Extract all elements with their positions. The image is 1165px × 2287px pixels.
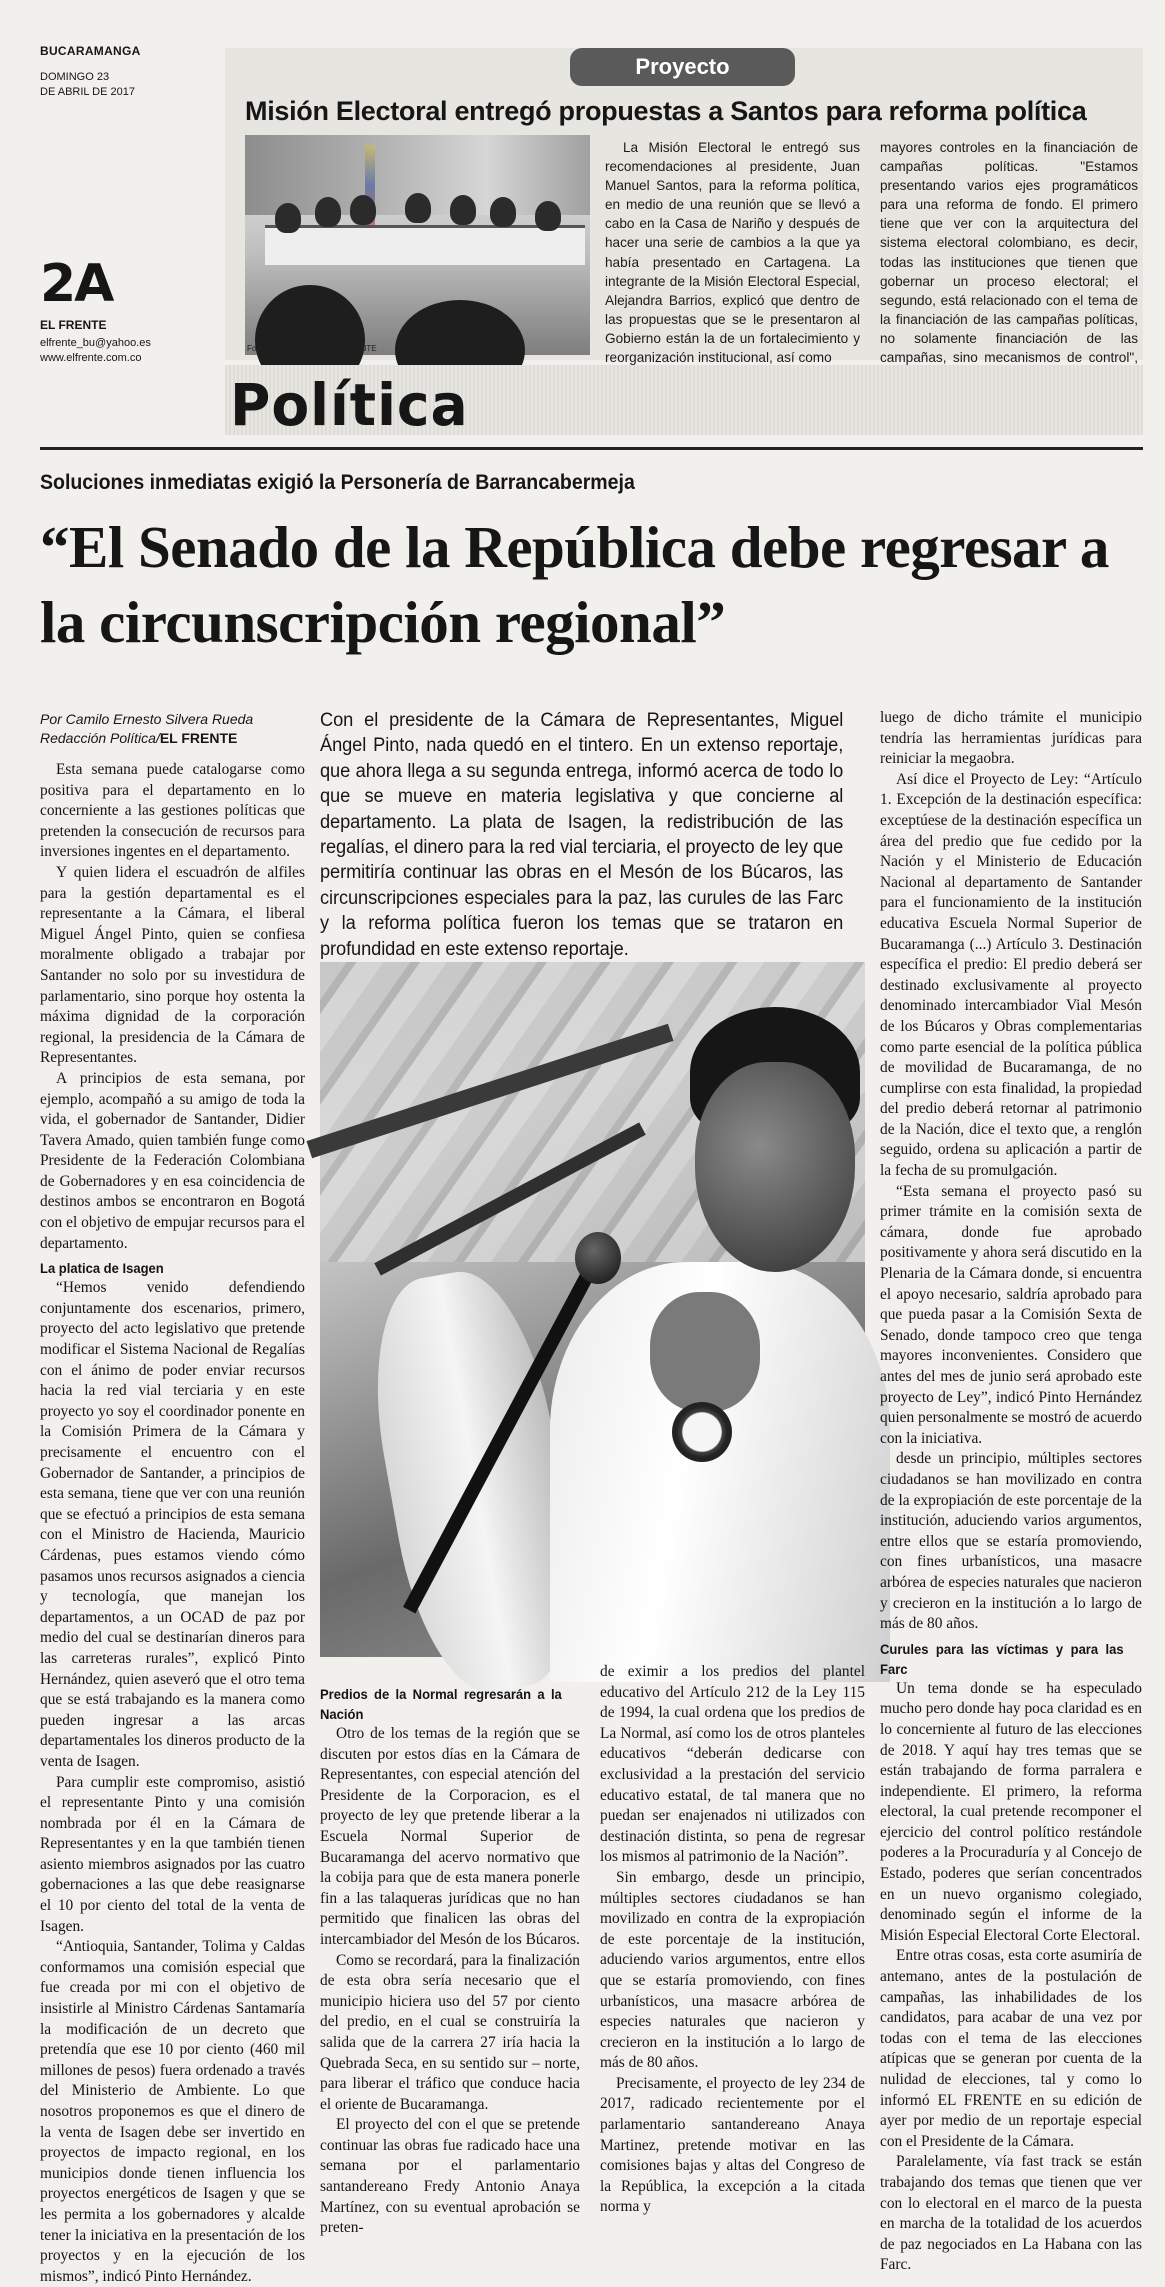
article-byline [40,710,295,748]
paragraph: Sin embargo, desde un principio, múltiples sectores ciudadanos se han movilizado en contra de la expropiación de este porcentaje de la institución, aduciendo varios argumentos, entre ellos que se estaría promoviendo, con fines urbanísticos, una masacre arbórea de especies naturales que nacieron y crecieron en la institución a lo largo de más de 80 años. [600,1868,865,2072]
section-title: Política [230,371,469,439]
article-kicker: Soluciones inmediatas exigió la Personería de Barrancabermeja [40,471,635,494]
paragraph: de eximir a los predios del plantel educativo del Artículo 212 de la Ley 115 de 1994, la cual ordena que los predios de La Normal, así como los de otros planteles educativos “deberán dedicarse con exclusividad a la prestación del servicio educativo estatal, de tal manera que no puedan ser enajenados ni utilizados con destinación distinta, so pena de regresar los mismos al patrimonio de la Nación”. [600,1663,865,1866]
paragraph: Como se recordará, para la finalización de esta obra sería necesario que el municipio hiciera uso del 57 por ciento del predio, en el cual se construiría la salida que de la carrera 27 iría hacia la Quebrada Seca, en su sentido sur – norte, para liberar el tráfico que conduce hacia el oriente de Bucaramanga. [320,1951,580,2113]
top-story-column-2: mayores controles en la financiación de campañas políticas. "Estamos presentando varios ejes programáticos para una reforma de fondo. El primero tiene que ver con la arquitectura del sistema electoral colombiano, es decir, todas las instituciones que tienen que gobernar un proceso electoral; el segundo, está relacionado con el tema de la financiación de las campañas políticas, no solamente financiación de las campañas, sino mecanismos de control", [880,140,1138,366]
paragraph: luego de dicho trámite el municipio tendría las herramientas jurídicas para reiniciar la megaobra. [880,709,1142,768]
top-story-headline: Misión Electoral entregó propuestas a Santos para reforma política [245,96,1087,126]
paragraph: Para cumplir este compromiso, asistió el representante Pinto y una comisión nombrada por él en la Cámara de Representantes y en la que también tienen asiento miembros asignados por las cuatro gobernaciones a las que debe reasignarse el 10 por ciento del total de la venta de Isagen. [40,1773,305,1935]
paragraph: Así dice el Proyecto de Ley: “Artículo 1. Excepción de la destinación específica: exceptúese de la destinación específica un área del predio que fue cedido por la Nación y el Ministerio de Educación Nacional al departamento de Santander para el funcionamiento de la institución educativa Escuela Normal Superior de Bucaramanga (...) Artículo 3. Destinación específica el predio: El predio deberá ser destinado exclusivamente al proyecto denominado intercambiador Vial Mesón de los Búcaros y Obras complementarias como parte esencial de la política pública de movilidad de Bucaramanga, de no cumplirse con esta finalidad, la propiedad del predio deberá retornar al patrimonio de la Nación, dice el texto que, a renglón seguido, ordena su aplicación a partir de la fecha de su promulgación. [880,770,1142,1180]
article-column-1 [40,760,305,2287]
section-divider [40,447,1143,450]
paragraph: El proyecto del con el que se pretende continuar las obras fue radicado hace una semana por el parlamentario santandereano Fredy Antonio Anaya Martínez, con su eventual aprobación se preten- [320,2116,580,2237]
contact-info [40,336,220,366]
page-number: 2A [40,254,113,314]
subheading-curules: Curules para las víctimas y para las Farc [880,1640,1124,1677]
byline-paper: EL FRENTE [159,730,238,746]
paragraph: Esta semana puede catalogarse como positiva para el departamento en lo concerniente a las gestiones políticas que pretenden la consecución de recursos para inversiones ingentes en el departamento. [40,761,305,861]
article-column-3 [880,708,1142,2276]
edition-date: DOMINGO 23 DE ABRIL DE 2017 [40,71,135,98]
article-headline: “El Senado de la República debe regresar a la circunscripción regional” [40,514,1109,655]
paragraph: Otro de los temas de la región que se discuten por estos días en la Cámara de Representantes, con especial atención del Presidente de la Corporacion, es el proyecto de ley que pretende liberar a la Escuela Normal Superior de Bucaramanga del acervo normativo que la cobija para que de esta manera ponerle fin a las talaqueras jurídicas que no han permitido que finalicen las obras del intercambiador del Mesón de los Búcaros. [320,1725,580,1948]
paragraph: Entre otras cosas, esta corte asumiría de antemano, antes de la postulación de campañas, las inhabilidades de los candidatos, para acabar de una vez por todas con el tema de las elecciones atípicas que se generan por cuenta de la nulidad de elecciones, tal y como lo informó EL FRENTE en su edición de ayer por medio de un reportaje especial con el Presidente de la Cámara. [880,1947,1142,2150]
paragraph: Y quien lidera el escuadrón de alfiles para la gestión departamental es el representante a la Cámara, el liberal Miguel Ángel Pinto, quien se confiesa moralmente obligado a trabajar por Santander no solo por su investidura de parlamentario, sino porque hoy ostenta la máxima dignidad de la corporación regional, la presidencia de la Cámara de Representantes. [40,863,305,1067]
article-intro: Con el presidente de la Cámara de Representantes, Miguel Ángel Pinto, nada quedó en el tintero. En un extenso reportaje, que ahora llega a su segunda entrega, informó acerca de todo lo que se mueve en materia legislativa y que concierne al departamento. La plata de Isagen, la redistribución de las regalías, el dinero para la red vial terciaria, el proyecto de ley que permitiría continuar las obras en el Mesón de los Búcaros, las circunscripciones especiales para la paz, las curules de las Farc y la reforma política fueron los temas que se trataron en profundidad en este extenso reportaje. [320,710,844,960]
byline-author: Por Camilo Ernesto Silvera Rueda [40,711,254,727]
article-lower-column-1 [320,1680,580,2239]
byline-desk-label: Redacción Política/ [40,730,160,746]
paragraph: Un tema donde se ha especulado mucho pero donde hay poca claridad es en lo concerniente al futuro de las elecciones de 2018. Y aquí hay tres temas que se están trabajando de forma parralera e independiente. El primero, la reforma electoral, la cual pretende recomponer el ejercicio del control político restándole poderes a la Procuraduría y al Concejo de Estado, poderes que serían concentrados en un nuevo organismo colegiado, denominado según el informe de la Misión Especial Electoral Corte Electoral. [880,1679,1142,1944]
top-story-tag: Proyecto [570,48,795,86]
photo-credit: Foto: tomada de la web/EL FRENTE [247,344,377,353]
paragraph: “Esta semana el proyecto pasó su primer trámite en la comisión sexta de cámara, donde fue aprobado positivamente y ahora será discutido en la Plenaria de la Cámara donde, si encuentra el apoyo necesario, saldría aprobado para que pueda pasar a la Comisión Sexta de Senado, donde tampoco creo que tenga mayores inconvenientes. Considero que antes del mes de junio será aprobado este proyecto de Ley”, indicó Pinto Hernández quien personalmente se mostró de acuerdo con la iniciativa. [880,1182,1142,1447]
article-photo [320,962,865,1657]
subheading-normal: Predios de la Normal regresarán a la Nación [320,1686,562,1722]
paragraph: “Antioquia, Santander, Tolima y Caldas conformamos una comisión especial que fue creada por mi con el objetivo de insistirle al Ministro Cárdenas Santamaría la modificación de un decreto que pretendía que ese 10 por ciento (460 mil millones de pesos) fuera ordenado a través del Ministerio de Ambiente. Lo que nosotros proponemos es que el dinero de la venta de Isagen debe ser invertido en proyectos de impacto regional, en los municipios donde tienen influencia los proyectos energéticos de Isagen y que se les permita a los gobernadores y alcalde tener la iniciativa en la presentación de los proyectos y en la ejecución de los mismos”, indicó Pinto Hernández. [40,1938,305,2285]
city-label: BUCARAMANGA [40,44,141,58]
paragraph: A principios de esta semana, por ejemplo, acompañó a su amigo de toda la vida, el gobernador de Santander, Didier Tavera Amado, quien también funge como Presidente de la Federación Colombiana de Gobernadores y en esa coincidencia de destinos ambos se encontraron en Bogotá con el objetivo de empujar recursos para el departamento. [40,1069,305,1252]
byline-desk [40,729,295,748]
top-story-column-1: La Misión Electoral le entregó sus recomendaciones al presidente, Juan Manuel Santos, para la reforma política, en medio de una reunión que se llevó a cabo en la Casa de Nariño y después de hacer una serie de cambios a la que ya había presentado en Cartagena. La integrante de la Misión Electoral Especial, Alejandra Barrios, explicó que dentro de las propuestas que se le presentaron al Gobierno están la de un fortalecimiento y reorganización institucional, así como [605,140,860,366]
subheading-isagen: La platica de Isagen [40,1260,164,1277]
newspaper-name: EL FRENTE [40,318,107,332]
contact-email: elfrente_bu@yahoo.es [40,337,151,349]
paragraph: Paralelamente, vía fast track se están trabajando dos temas que tienen que ver con lo electoral en el marco de la puesta en marcha de la totalidad de los acuerdos de paz negociados en La Habana con las Farc. [880,2153,1142,2274]
paragraph: “Hemos venido defendiendo conjuntamente dos escenarios, primero, proyecto del acto legislativo que pretende modificar el Sistema Nacional de Regalías con el ánimo de poder enviar recursos hacia la red vial terciaria y en este proyecto yo soy el coordinador ponente en la Comisión Primera de la Cámara y precisamente el encuentro con el Gobernador de Santander, a principios de esta semana, tiene que ver con una reunión que se efectuó a principios de esta semana con el Ministro de Hacienda, Mauricio Cárdenas, pues estamos viendo cómo pasamos unos recursos asignados a ciencia y tecnología, que manejan los departamentos, a un OCAD de paz por medio del cual se destinarían dineros para las carreteras rurales”, explicó Pinto Hernández, quien aseveró que el otro tema que se está trabajando es la manera como pueden ingresar a las arcas departamentales los dineros producto de la venta de Isagen. [40,1279,305,1770]
top-story-photo [245,135,590,355]
article-lower-column-2 [600,1662,865,2218]
paragraph: Precisamente, el proyecto de ley 234 de 2017, radicado recientemente por el parlamentario santandereano Anaya Martinez, pretende motivar en las comisiones bajas y altas del Congreso de la República, la excepción a la citada norma y [600,2074,865,2216]
contact-website: www.elfrente.com.co [40,352,142,364]
paragraph: desde un principio, múltiples sectores ciudadanos se han movilizado en contra de la expropiación de este porcentaje de la institución, aduciendo varios argumentos, entre ellos que se estaría promoviendo, con fines urbanísticos, una masacre arbórea de especies naturales que nacieron y crecieron en la institución a lo largo de más de 80 años. [880,1450,1142,1633]
